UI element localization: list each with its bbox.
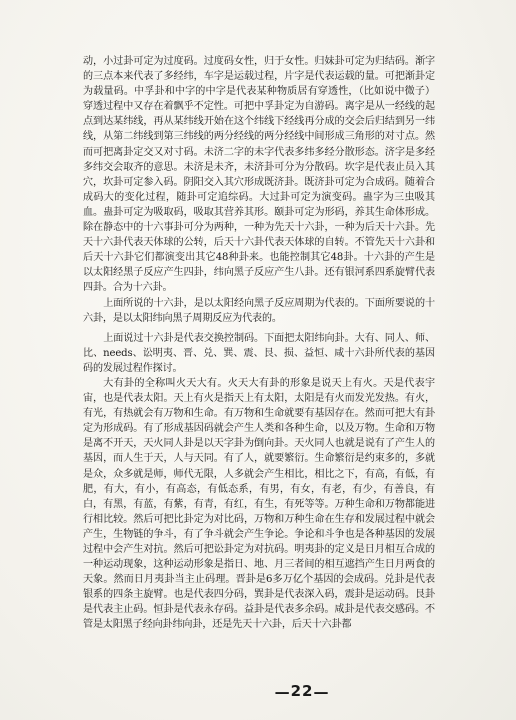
page-number <box>262 682 342 701</box>
body-text <box>83 54 435 633</box>
page-number-value: 22 <box>290 682 314 700</box>
paragraph: 动，小过卦可定为过度码。过度码女性，归于女性。归妹卦可定为归结码。渐字的三点本来代表了多经纬，车字是运载过程，片字是代表运载的量。可把渐卦定为载量码。中孚卦和中字的中字是代表某种物质居有穿透性，（比如说中微子）穿透过程中又存在着飘乎不定性。可把中孚卦定为自游码。离字是从一经线的起点到达某纬线，再从某纬线开始在这个纬线下经线再分成的交会后归结到另一纬线，从第二纬线到第三纬线的两分经线的两分经线中间形成三角形的对寸点。然而可把离卦定交又对寸码。未济二字的未字代表多纬多经分散形态。济字是多经多纬交会取齐的意思。未济是未齐，未济卦可分为分散码。坎字是代表止员入其穴，坎卦可定参入码。阴阳交入其穴形成既济卦。既济卦可定为合成码。随着合成码大的变化过程，随卦可定追综码。大过卦可定为演变码。蛊字为三虫吸其血。蛊卦可定为吸取码，吸取其营养其形。颐卦可定为形码，养其生命体形成。除在静态中的十六事卦可分为两种，一种为先天十六卦，一种为后天十六卦。先天十六卦代表天体球的公转，后天十六卦代表天体球的自转。不管先天十六卦和后天十六卦它们都演变出其它48种卦来。也能控制其它48卦。十六卦的产生是以太阳经黑子反应产生四卦，纬向黑子反应产生八卦。还有银河系四系旋臂代表四卦。合为十六卦。 <box>83 56 435 294</box>
paragraph: 大有卦的全称叫火天大有。火天大有卦的形象是说天上有火。天是代表宇宙，也是代表太阳。天上有火是指天上有太阳，太阳是有火而发光发热。有火，有光，有热就会有万物和生命。有万物和生命就要有基因存在。然而可把大有卦定为形成码。有了形成基因码就会产生人类和各种生命，以及万物。生命和万物是离不开天，天火同人卦是以天字卦为倒向卦。天火同人也就是说有了产生人的基因，而人生于天，人与天同。有了人，就要繁衍。生命繁衍是约束多的，多就是众，众多就是师，师代无限，人多就会产生相比，相比之下，有高，有低，有肥，有大，有小，有高态，有低态系，有男，有女，有老，有少，有善良，有白，有黑，有蓝，有紫，有青，有红，有生，有死等等。万种生命和万物都能进行相比较。然后可把比卦定为对比码，万物和万种生命在生存和发展过程中就会产生，生物链的争斗，有了争斗就会产生争论。争论和斗争也是各种基因的发展过程中会产生对抗。然后可把讼卦定为对抗码。明夷卦的定义是日月相互合成的一种运动现象，这种运动形象是指日、地、月三者间的相互遮挡产生日月两食的天象。然而日月夷卦当主止码理。晋卦是6多万亿个基因的会成码。兑卦是代表银系的四条主旋臂。也是代表四分码，巽卦是代表深入码，震卦是运动码。艮卦是代表主止码。恒卦是代表永存码。益卦是代表多余码。咸卦是代表交感码。不管是太阳黑子经向卦纬向卦，还是先天十六卦，后天十六卦都 <box>83 377 435 631</box>
page-number-dash-left: — <box>274 682 291 701</box>
page-number-dash-right: — <box>313 682 330 701</box>
paragraph: 上面所说的十六卦，是以太阳经向黑子反应周期为代表的。下面所要说的十六卦，是以太阳纬向黑子周期反应为代表的。 <box>83 297 435 324</box>
paragraph: 上面说过十六卦是代表交换控制码。下面把太阳纬向卦。大有、同人、师、比、needs、讼明夷、晋、兑、巽、震、艮、损、益恒、咸十六卦所代表的基因码的发展过程作探讨。 <box>83 332 435 374</box>
